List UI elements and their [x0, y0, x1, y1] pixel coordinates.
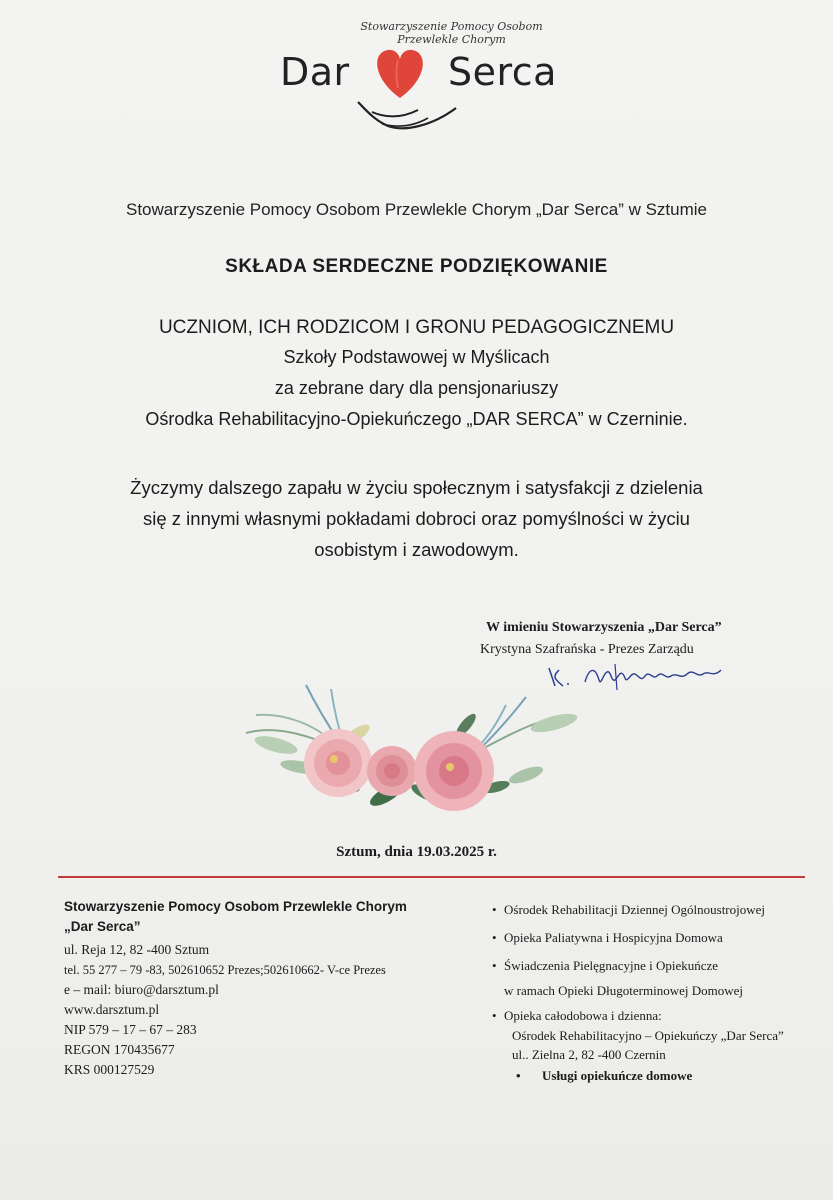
logo: [280, 42, 570, 137]
service-item: [492, 902, 765, 918]
recipient-line1: UCZNIOM, ICH RODZICOM I GRONU PEDAGOGICZNEMU: [158, 317, 675, 338]
service-item-label: Usługi opiekuńcze domowe: [542, 1068, 693, 1083]
footer-regon: REGON 170435677: [64, 1042, 175, 1057]
signature-line1: W imieniu Stowarzyszenia „Dar Serca”: [486, 620, 722, 635]
wishes-line2: się z innymi własnymi pokładami dobroci oraz pomyślności w życiu: [143, 508, 690, 529]
signature-line2: Krystyna Szafrańska - Prezes Zarządu: [480, 642, 694, 657]
service-item-label: Ośrodek Rehabilitacji Dziennej Ogólnoustrojowej: [504, 902, 766, 917]
footer-email: e – mail: biuro@darsztum.pl: [64, 982, 219, 997]
footer-contact: [64, 897, 464, 1080]
service-item-label: Świadczenia Pielęgnacyjne i Opiekuńcze: [504, 958, 719, 973]
heart-hand-icon: [352, 42, 462, 137]
page-heading: SKŁADA SERDECZNE PODZIĘKOWANIE: [225, 256, 608, 277]
footer-krs: KRS 000127529: [64, 1062, 155, 1077]
service-item: [492, 1008, 662, 1024]
service-item-label: Opieka Paliatywna i Hospicyjna Domowa: [504, 930, 723, 945]
footer-website: www.darsztum.pl: [64, 1002, 160, 1017]
bullet-icon: •: [492, 1008, 497, 1023]
footer-org-line1: Stowarzyszenie Pomocy Osobom Przewlekle Chorym: [64, 899, 407, 914]
logo-word-dar: Dar: [280, 50, 350, 94]
footer-nip: NIP 579 – 17 – 67 – 283: [64, 1022, 197, 1037]
footer-address: ul. Reja 12, 82 -400 Sztum: [64, 942, 210, 957]
recipient-line2: Szkoły Podstawowej w Myślicach: [283, 347, 550, 367]
service-item: [492, 930, 723, 946]
wishes-line1: Życzymy dalszego zapału w życiu społecznym i satysfakcji z dzielenia: [130, 477, 703, 498]
bullet-icon: •: [516, 1068, 521, 1083]
bullet-icon: •: [492, 958, 497, 973]
logo-subtitle-line1: Stowarzyszenie Pomocy Osobom: [360, 20, 543, 33]
bullet-icon: •: [492, 930, 497, 945]
organization-line: Stowarzyszenie Pomocy Osobom Przewlekle Chorym „Dar Serca” w Sztumie: [125, 200, 707, 219]
service-item: [492, 958, 718, 974]
service-item-continuation: Ośrodek Rehabilitacyjno – Opiekuńczy „Dar Serca”: [512, 1028, 784, 1043]
bullet-icon: •: [492, 902, 497, 917]
recipient-line4: Ośrodka Rehabilitacyjno-Opiekuńczego „DAR SERCA” w Czerninie.: [145, 409, 688, 429]
wishes-line3: osobistym i zawodowym.: [314, 539, 519, 560]
service-item-continuation: w ramach Opieki Długoterminowej Domowej: [504, 983, 743, 998]
footer-services: [492, 902, 822, 1092]
service-item-continuation: ul.. Zielna 2, 82 -400 Czernin: [512, 1047, 666, 1062]
recipient-line3: za zebrane dary dla pensjonariuszy: [274, 378, 559, 398]
logo-word-serca: Serca: [448, 50, 557, 94]
footer-divider: [58, 876, 805, 878]
date-line: Sztum, dnia 19.03.2025 r.: [336, 844, 497, 860]
floral-decoration: [236, 675, 586, 825]
service-item: [516, 1068, 692, 1084]
service-item-label: Opieka całodobowa i dzienna:: [504, 1008, 662, 1023]
footer-phone: tel. 55 277 – 79 -83, 502610652 Prezes;502610662- V-ce Prezes: [64, 963, 386, 977]
logo-subtitle-line2: Przewlekle Chorym: [397, 33, 506, 46]
footer-org-line2: „Dar Serca”: [64, 919, 141, 934]
